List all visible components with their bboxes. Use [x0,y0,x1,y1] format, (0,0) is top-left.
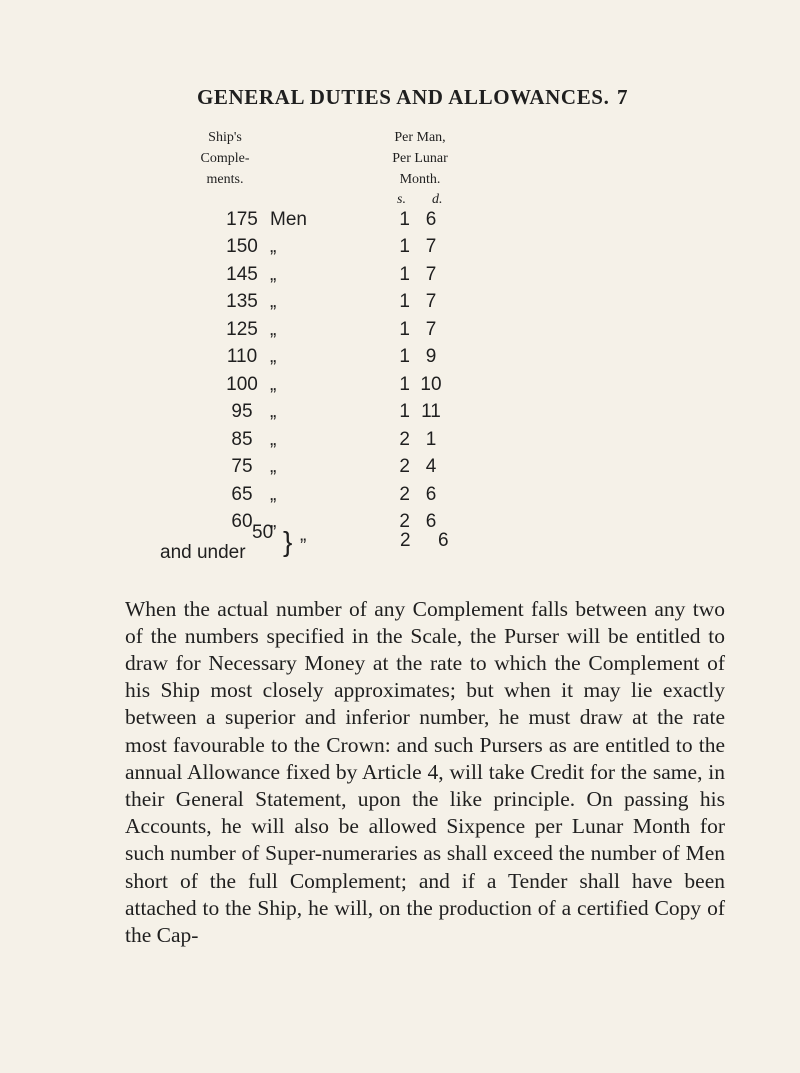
column-header-line: Ship's [208,130,242,145]
pence-cell: 1 [425,428,437,450]
complement-number: 85 [231,428,253,450]
shillings-cell: 1 [399,401,410,423]
complement-unit: „ [270,401,277,423]
complement-number: 125 [226,318,258,340]
complement-unit: „ [270,236,277,258]
complement-qualifier: and under [160,542,246,563]
complement-cell [220,316,320,344]
complement-number: 75 [231,456,253,478]
complement-cell [220,289,320,317]
complement-unit: „ [270,456,277,478]
shillings-cell: 2 [399,483,410,505]
pence-cell: 10 [420,373,442,395]
complement-number: 145 [226,263,258,285]
complement-unit: „ [270,373,277,395]
pence-cell: 6 [425,483,437,505]
complement-cell [220,261,320,289]
pence-cell: 9 [425,346,437,368]
pence-cell: 11 [421,401,441,423]
table-row [220,371,450,399]
column-header-line: Per Man, [394,130,446,145]
unit-pence: d. [432,192,443,207]
complement-number: 110 [226,346,258,368]
shillings-cell: 1 [399,263,410,285]
pence-cell: 7 [425,263,437,285]
table-row [220,399,450,427]
complement-number: 175 [226,208,258,230]
complement-cell [220,344,320,372]
shillings-cell: 1 [399,291,410,313]
complement-unit: „ [270,318,277,340]
complement-cell [220,234,320,262]
column-header-line: Month. [399,172,441,187]
shillings-cell: 2 [399,428,410,450]
pence-cell: 6 [438,530,449,551]
page-header [0,85,800,115]
page-number: 7 [617,85,628,109]
complement-unit: „ [270,511,277,533]
unit-shillings: s. [397,192,406,207]
complement-number: 65 [231,483,253,505]
complement-number: 50 [252,522,274,543]
table-row [220,206,450,234]
complement-cell [220,206,320,234]
shillings-cell: 1 [399,318,410,340]
column-header-line: Per Lunar [392,151,448,166]
shillings-cell: 1 [399,208,410,230]
complement-number: 150 [226,236,258,258]
table-row [220,481,450,509]
complement-unit: „ [270,291,277,313]
shillings-cell: 1 [399,236,410,258]
complement-cell [220,399,320,427]
pence-cell: 6 [425,511,437,533]
table-row [220,344,450,372]
allowance-scale-table [220,206,450,536]
complement-number: 100 [226,373,258,395]
running-title: GENERAL DUTIES AND ALLOWANCES. [197,85,610,109]
complement-unit: „ [270,483,277,505]
table-row [220,454,450,482]
brace-symbol: } [283,526,293,557]
pence-cell: 7 [425,291,437,313]
shillings-cell: 1 [399,346,410,368]
table-row [220,261,450,289]
complement-number: 95 [231,401,253,423]
complement-cell [220,426,320,454]
complement-unit: Men [270,208,307,230]
complement-number: 135 [226,291,258,313]
column-header-complements [170,127,280,190]
complement-cell [220,454,320,482]
shillings-cell: 2 [399,456,410,478]
body-paragraph: When the actual number of any Complement falls between any two of the numbers specified in the Scale, the Purser will be entitled to draw for Necessary Money at the rate to which the Complement of his Ship most closely approximates; but when it may lie exactly between a superior and inferior number, he must draw at the rate most favourable to the Crown: and such Pursers as are entitled to the annual Allowance fixed by Article 4, will take Credit for the same, in their General Statement, upon the like principle. On passing his Accounts, he will also be allowed Sixpence per Lunar Month for such number of Super-numeraries as shall exceed the number of Men short of the full Complement; and if a Tender shall have been attached to the Ship, he will, on the production of a certified Copy of the Cap- [125,596,725,947]
pence-cell: 4 [425,456,437,478]
table-row [220,316,450,344]
ditto-mark: ” [300,536,307,557]
table-row [220,234,450,262]
shillings-cell: 2 [399,511,410,533]
table-row [220,289,450,317]
complement-unit: „ [270,263,277,285]
shillings-cell: 1 [399,373,410,395]
complement-number: 60 [231,511,253,533]
complement-unit: „ [270,346,277,368]
complement-unit: „ [270,428,277,450]
column-header-line: Comple- [200,151,250,166]
column-header-line: ments. [206,172,244,187]
pence-cell: 7 [425,236,437,258]
column-header-rate [345,127,495,190]
pence-cell: 7 [425,318,437,340]
shillings-cell: 2 [400,530,411,551]
complement-cell [220,481,320,509]
table-row [220,426,450,454]
pence-cell: 6 [425,208,437,230]
complement-cell [220,371,320,399]
